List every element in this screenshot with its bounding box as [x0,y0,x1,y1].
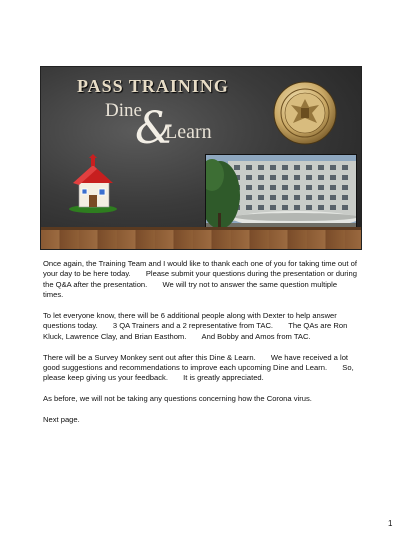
notes-paragraph: As before, we will not be taking any questions concerning how the Corona virus. [43,394,312,404]
notes-paragraph: Next page. [43,415,80,425]
notes-paragraph: To let everyone know, there will be 6 additional people along with Dexter to help answer questions today. 3 QA Trainers and a 2 representative from TAC. The QAs are Ron Kluck, Lawrence Clay, and Brian Easthom. And Bobby and Amos from TAC. [43,311,348,341]
schoolhouse-icon [65,153,119,213]
subtitle-ampersand: & [135,103,175,154]
subtitle-dine: Dine [105,100,142,121]
wood-floor [41,227,361,249]
notes-paragraph: Once again, the Training Team and I would like to thank each one of you for taking time out of your day to be here today. Please submit your questions during the presentation or during the Q&A after the presentation. We will try not to answer the same question multiple times. [43,259,357,300]
government-seal-icon [273,81,337,145]
subtitle-learn: Learn [165,121,212,143]
slide-title: PASS TRAINING [77,76,229,96]
slide-thumbnail [40,66,362,250]
speaker-notes [43,259,359,436]
page-number: 1 [388,519,393,528]
notes-paragraph: There will be a Survey Monkey sent out after this Dine & Learn. We have received a lot good suggestions and recommendations to improve each upcoming Dine and Learn. So, please keep giving us your feedback. It is greatly appreciated. [43,352,354,383]
